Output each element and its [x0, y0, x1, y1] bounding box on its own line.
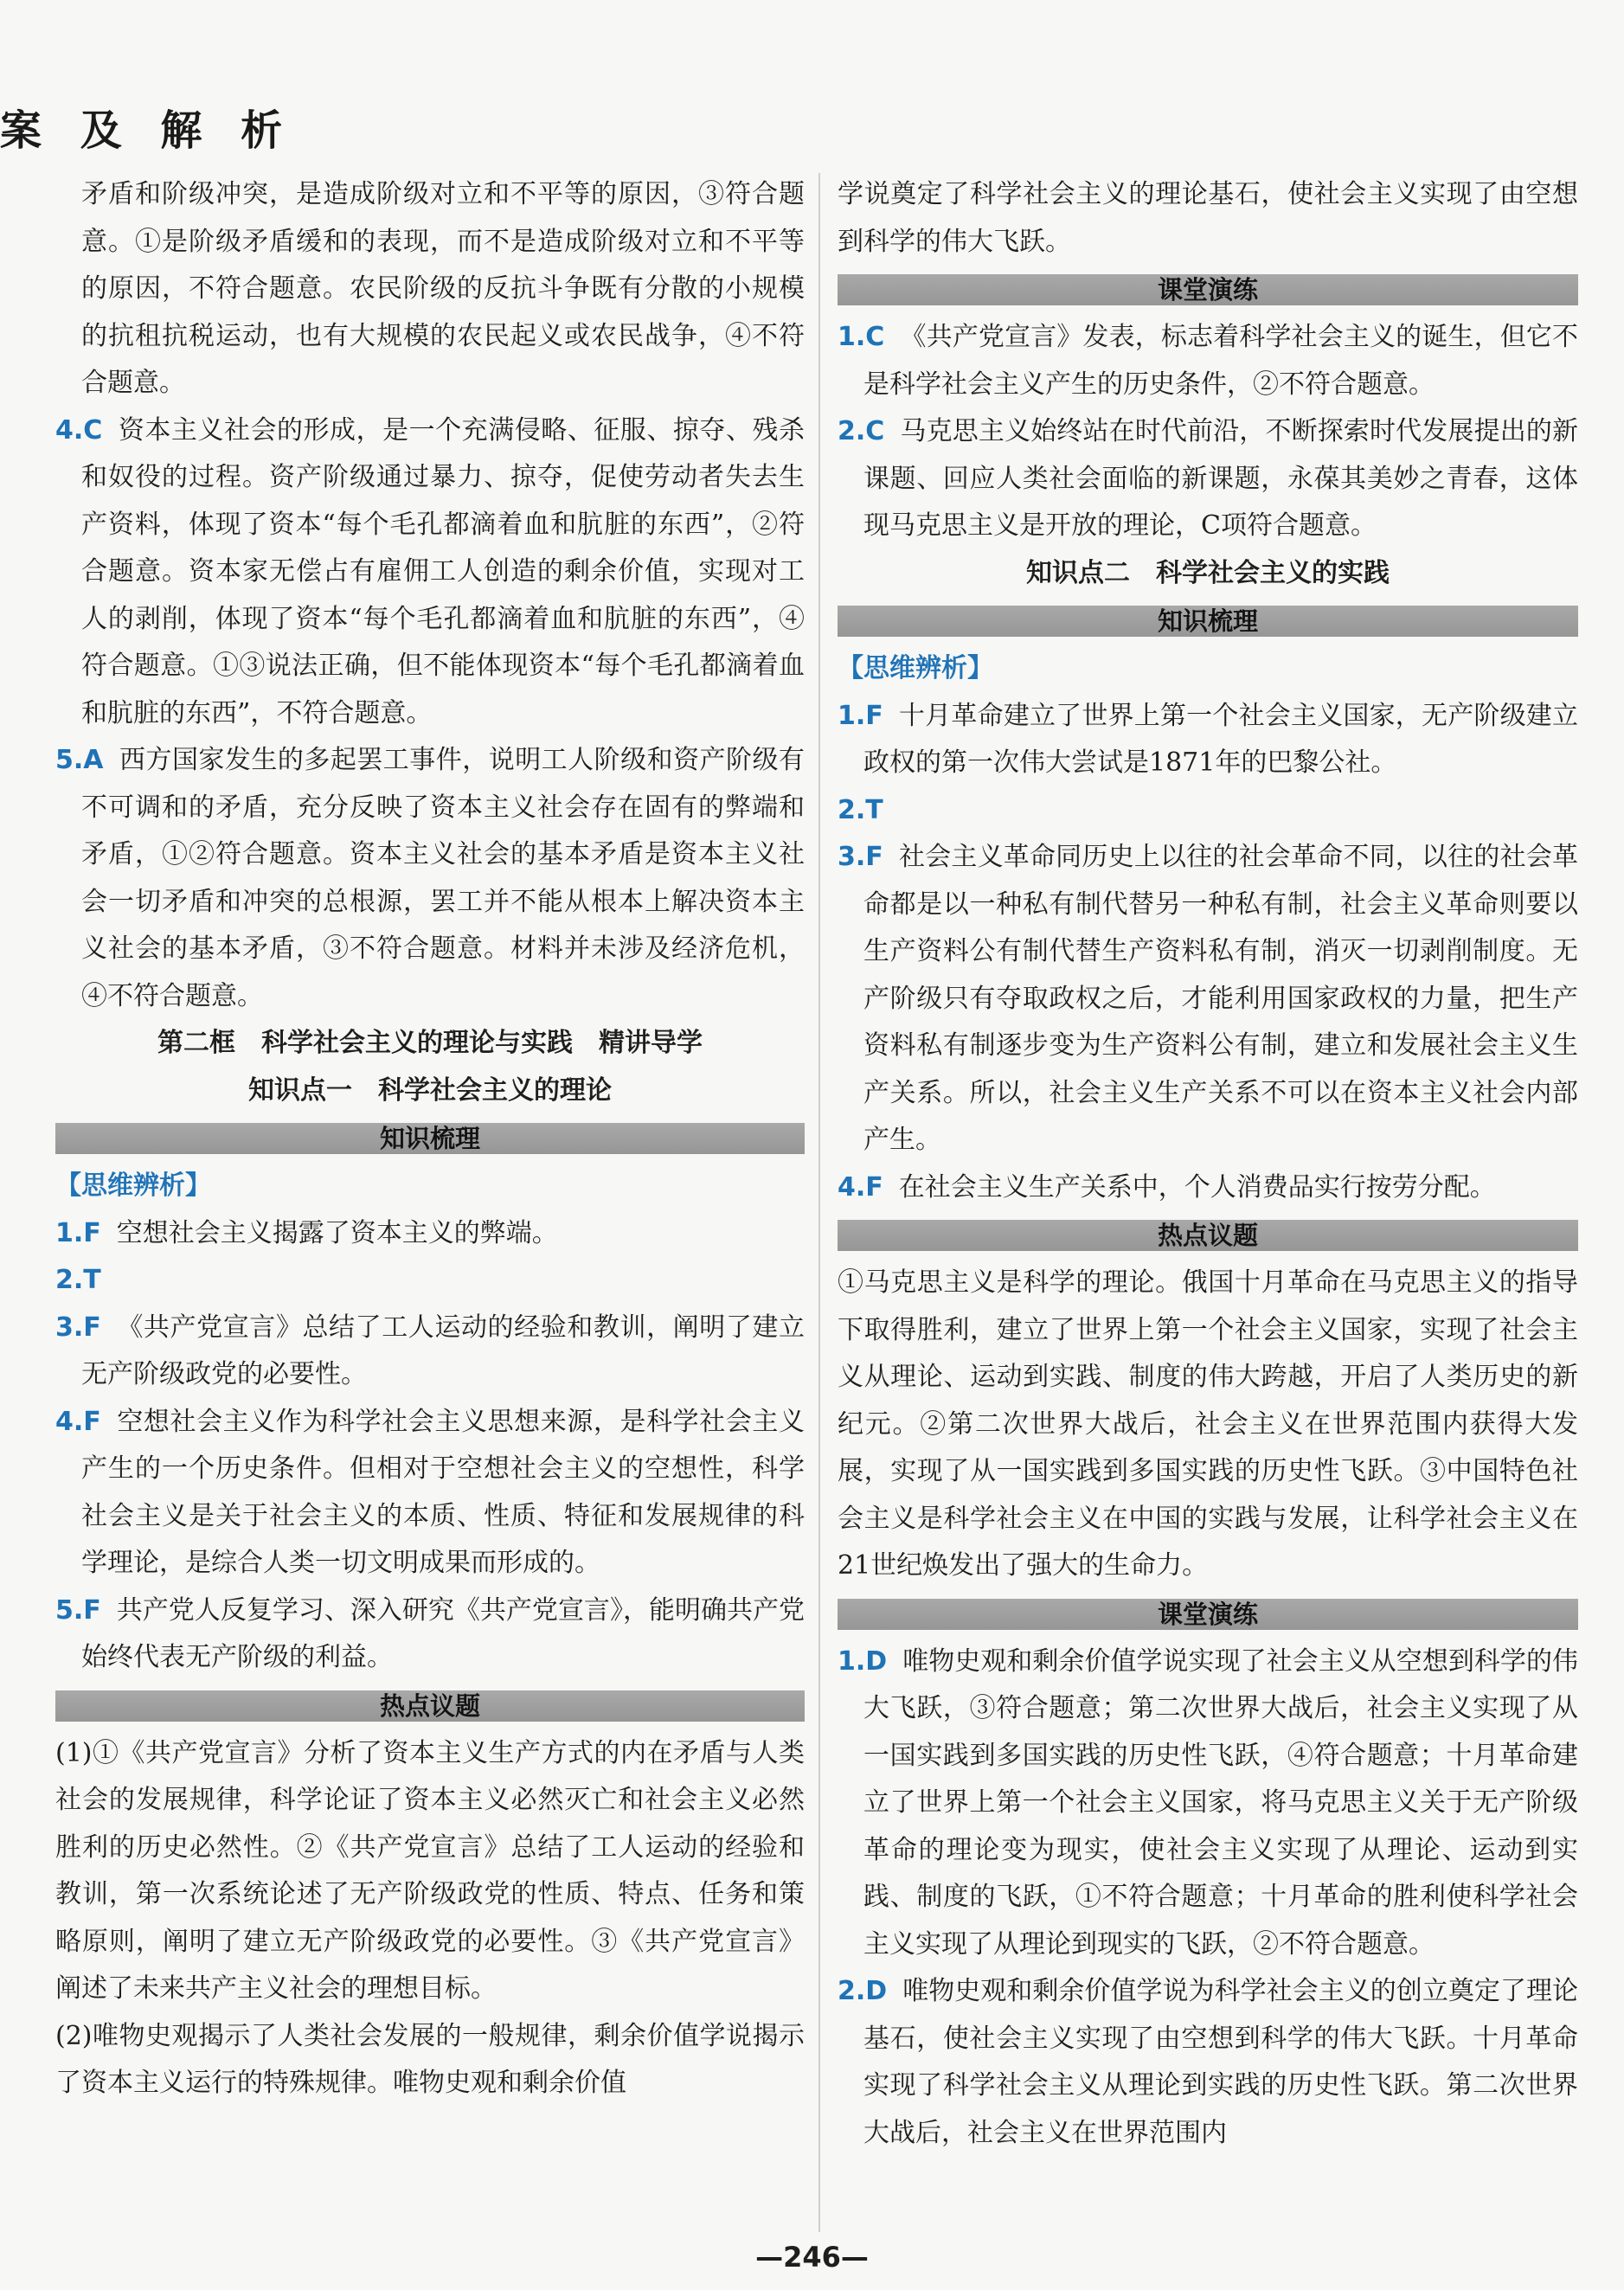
judgment-number: 4.F — [838, 1171, 883, 1203]
carry-over-paragraph: 学说奠定了科学社会主义的理论基石，使社会主义实现了由空想到科学的伟大飞跃。 — [838, 179, 1578, 257]
judgment-number: 1.F — [55, 1217, 101, 1248]
judgment-item — [838, 787, 1578, 835]
hot-topic-paragraph: ①马克思主义是科学的理论。俄国十月革命在马克思主义的指导下取得胜利，建立了世界上第一个社会主义国家，实现了社会主义从理论、运动到实践、制度的伟大跨越，开启了人类历史的新纪元。②第二次世界大战后，社会主义在世界范围内获得大发展，实现了从一国实践到多国实践的历史性飞跃。③中国特色社会主义是科学社会主义在中国的实践与发展，让科学社会主义在21世纪焕发出了强大的生命力。 — [838, 1267, 1578, 1581]
answer-item-4 — [55, 407, 805, 738]
knowledge-point-title: 知识点一 科学社会主义的理论 — [248, 1074, 612, 1106]
thinking-tag: 【思维辨析】 — [838, 653, 993, 683]
judgment-text: 共产党人反复学习、深入研究《共产党宣言》，能明确共产党始终代表无产阶级的利益。 — [81, 1594, 805, 1672]
practice-item — [838, 314, 1578, 408]
page-number: —246— — [755, 2241, 869, 2274]
answer-text: 西方国家发生的多起罢工事件，说明工人阶级和资产阶级有不可调和的矛盾，充分反映了资本主义社会存在固有的弊端和矛盾，①②符合题意。资本主义社会的基本矛盾是资本主义社会一切矛盾和冲突的总根源，罢工并不能从根本上解决资本主义社会的基本矛盾，③不符合题意。材料并未涉及经济危机，④不符合题意。 — [81, 745, 805, 1011]
judgment-number: 5.F — [55, 1594, 101, 1626]
judgment-text: 十月革命建立了世界上第一个社会主义国家，无产阶级建立政权的第一次伟大尝试是1871年的巴黎公社。 — [863, 700, 1578, 778]
practice-number: 2.D — [838, 1976, 888, 2006]
practice-number: 1.C — [838, 322, 885, 352]
hot-topic-paragraph-1: (1)①《共产党宣言》分析了资本主义生产方式的内在矛盾与人类社会的发展规律，科学论证了资本主义必然灭亡和社会主义必然胜利的历史必然性。②《共产党宣言》总结了工人运动的经验和教训，第一次系统论述了无产阶级政党的性质、特点、任务和策略原则，阐明了建立无产阶级政党的必要性。③《共产党宣言》阐述了未来共产主义社会的理想目标。 — [55, 1737, 805, 2004]
judgment-item — [55, 1257, 805, 1305]
judgment-number: 3.F — [838, 842, 883, 872]
practice-item — [838, 408, 1578, 550]
answer-number: 4.C — [55, 414, 103, 446]
answer-text: 资本主义社会的形成，是一个充满侵略、征服、掠夺、残杀和奴役的过程。资产阶级通过暴力、掠夺，促使劳动者失去生产资料，体现了资本“每个毛孔都滴着血和肮脏的东西”，②符合题意。资本家无偿占有雇佣工人创造的剩余价值，实现对工人的剥削，体现了资本“每个毛孔都滴着血和肮脏的东西”，④符合题意。①③说法正确，但不能体现资本“每个毛孔都滴着血和肮脏的东西”，不符合题意。 — [81, 414, 805, 728]
judgment-number: 2.T — [55, 1265, 101, 1295]
column-divider — [818, 173, 820, 2232]
section-bar-hot-topic: 热点议题 — [838, 1220, 1578, 1251]
judgment-text: 空想社会主义作为科学社会主义思想来源，是科学社会主义产生的一个历史条件。但相对于空想社会主义的空想性，科学社会主义是关于社会主义的本质、性质、特征和发展规律的科学理论，是综合人类一切文明成果而形成的。 — [81, 1406, 805, 1578]
right-column — [838, 171, 1578, 2157]
section-bar-hot-topic: 热点议题 — [55, 1690, 805, 1722]
judgment-text: 《共产党宣言》总结了工人运动的经验和教训，阐明了建立无产阶级政党的必要性。 — [81, 1312, 805, 1389]
answer-number: 5.A — [55, 745, 104, 775]
practice-text: 马克思主义始终站在时代前沿，不断探索时代发展提出的新课题、回应人类社会面临的新课题，永葆其美妙之青春，这体现马克思主义是开放的理论，C项符合题意。 — [863, 416, 1578, 541]
judgment-item — [55, 1399, 805, 1588]
page-header-title: 案 及 解 析 — [0, 106, 295, 155]
practice-text: 唯物史观和剩余价值学说为科学社会主义的创立奠定了理论基石，使社会主义实现了由空想到科学的伟大飞跃。十月革命实现了科学社会主义从理论到实践的历史性飞跃。第二次世界大战后，社会主义在世界范围内 — [863, 1976, 1578, 2148]
practice-number: 2.C — [838, 416, 885, 446]
left-column — [55, 171, 805, 2107]
judgment-text: 在社会主义生产关系中，个人消费品实行按劳分配。 — [898, 1171, 1496, 1203]
judgment-number: 2.T — [838, 794, 883, 825]
judgment-text: 社会主义革命同历史上以往的社会革命不同，以往的社会革命都是以一种私有制代替另一种私有制，社会主义革命则要以生产资料公有制代替生产资料私有制，消灭一切剥削制度。无产阶级只有夺取政权之后，才能利用国家政权的力量，把生产资料私有制逐步变为生产资料公有制，建立和发展社会主义生产关系。所以，社会主义生产关系不可以在资本主义社会内部产生。 — [863, 842, 1578, 1155]
judgment-number: 3.F — [55, 1312, 101, 1343]
practice-text: 《共产党宣言》发表，标志着科学社会主义的诞生，但它不是科学社会主义产生的历史条件，②不符合题意。 — [863, 322, 1578, 400]
judgment-text: 空想社会主义揭露了资本主义的弊端。 — [116, 1217, 558, 1248]
judgment-item — [838, 834, 1578, 1164]
judgment-item — [55, 1588, 805, 1682]
practice-item — [838, 1968, 1578, 2157]
judgment-item — [55, 1305, 805, 1399]
section-bar-knowledge-review: 知识梳理 — [838, 606, 1578, 637]
carry-over-paragraph: 矛盾和阶级冲突，是造成阶级对立和不平等的原因，③符合题意。①是阶级矛盾缓和的表现，而不是造成阶级对立和不平等的原因，不符合题意。农民阶级的反抗斗争既有分散的小规模的抗租抗税运动，也有大规模的农民起义或农民战争，④不符合题意。 — [81, 179, 805, 398]
section-bar-class-practice: 课堂演练 — [838, 1599, 1578, 1630]
thinking-tag: 【思维辨析】 — [55, 1171, 211, 1201]
judgment-number: 1.F — [838, 700, 883, 731]
judgment-item — [55, 1210, 805, 1258]
practice-text: 唯物史观和剩余价值学说实现了社会主义从空想到科学的伟大飞跃，③符合题意；第二次世界大战后，社会主义实现了从一国实践到多国实践的历史性飞跃，④符合题意；十月革命建立了世界上第一个社会主义国家，将马克思主义关于无产阶级革命的理论变为现实，使社会主义实现了从理论、运动到实践、制度的飞跃，①不符合题意；十月革命的胜利使科学社会主义实现了从理论到现实的飞跃，②不符合题意。 — [863, 1645, 1578, 1960]
practice-number: 1.D — [838, 1645, 888, 1677]
section-bar-class-practice: 课堂演练 — [838, 274, 1578, 305]
judgment-item — [838, 1164, 1578, 1212]
section-title: 第二框 科学社会主义的理论与实践 精讲导学 — [157, 1028, 703, 1058]
practice-item — [838, 1639, 1578, 1969]
hot-topic-paragraph-2: (2)唯物史观揭示了人类社会发展的一般规律，剩余价值学说揭示了资本主义运行的特殊规律。唯物史观和剩余价值 — [55, 2020, 805, 2098]
answer-item-5 — [55, 737, 805, 1020]
judgment-number: 4.F — [55, 1406, 101, 1437]
section-bar-knowledge-review: 知识梳理 — [55, 1123, 805, 1154]
knowledge-point-title: 知识点二 科学社会主义的实践 — [1026, 557, 1390, 588]
judgment-item — [838, 693, 1578, 787]
